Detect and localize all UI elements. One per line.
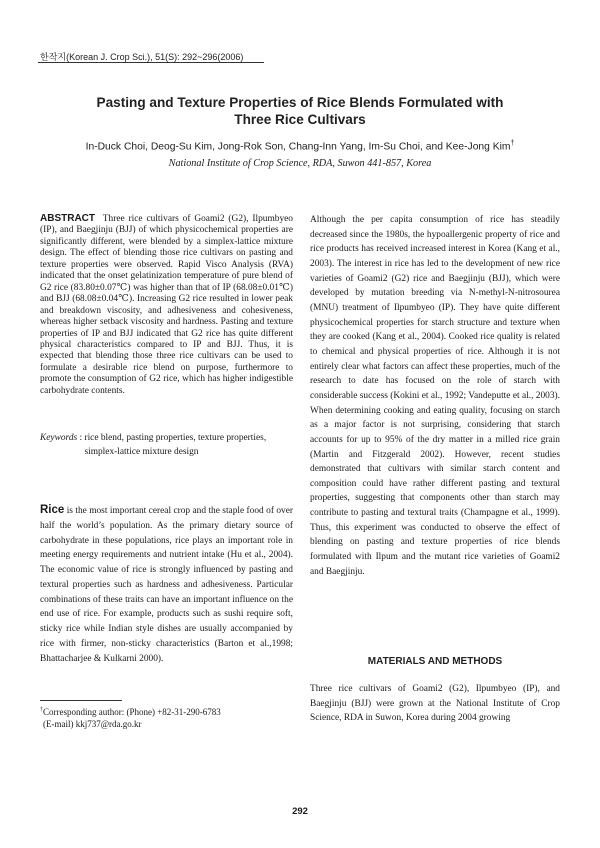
section-heading-materials: MATERIALS AND METHODS: [367, 656, 503, 667]
author-names: In-Duck Choi, Deog-Su Kim, Jong-Rok Son, Chang-Inn Yang, Im-Su Choi, and Kee-Jong Kim: [85, 141, 511, 153]
paper-title: [40, 94, 560, 128]
title-line-1: Pasting and Texture Properties of Rice Blends Formulated with: [96, 95, 504, 110]
author-list: [40, 140, 560, 152]
footnote: [40, 704, 293, 730]
keywords-label: Keywords: [40, 433, 78, 443]
footnote-rule: [40, 700, 122, 701]
title-line-2: Three Rice Cultivars: [234, 112, 366, 127]
right-column-paragraph-1: Although the per capita consumption of rice has steadily decreased since the 1980s, the hypoallergenic property of rice and rice products has received increased interest in Korea (Kang et al., 2003). The interest in rice has led to the development of new rice varieties of Goami2 (G2) rice and Baegjinju (BJJ), which were developed by mutation breeding via N-methyl-N-nitrosourea (MNU) treatment of Ilpumbyeo (IP). They have quite different physicochemical properties for starch structure and texture when they are cooked (Kang et al., 2004). Cooked rice quality is related to chemical and physical properties of rice. Although it is not entirely clear what factors can affect these properties, much of the research to date has focused on the role of starch with considerable success (Kokini et al., 1992; Vandeputte et al., 2003). When determining cooking and eating quality, focusing on starch as a major factor is not surprising, considering that starch accounts for up to 95% of the dry matter in a milled rice grain (Martin and Fitzgerald 2002). However, recent studies demonstrated that cultivars with similar starch content and composition could have rather different pasting and textural properties, suggesting that components other than starch may contribute to pasting and textural traits (Champagne et al., 1999). Thus, this experiment was conducted to observe the effect of blending on pasting and texture properties of rice blends formulated with Ilpum and the mutant rice varieties of Goami2 and Baegjinju.: [310, 215, 560, 577]
footnote-contact-phone: Corresponding author: (Phone) +82-31-290-6783: [43, 707, 221, 717]
journal-citation: 한작지(Korean J. Crop Sci.), 51(S): 292~296(2006): [40, 52, 244, 62]
abstract-text: Three rice cultivars of Goami2 (G2), Ilpumbyeo (IP), and Baegjinju (BJJ) of which physicochemical properties are significantly different, were blended by a simplex-lattice mixture design. The effect of blending those rice cultivars on pasting and texture properties were observed. Rapid Visco Analysis (RVA) indicated that the onset gelatinization temperature of pure blend of G2 rice (83.80±0.07℃) was higher than that of IP (68.08±0.01℃) and BJJ (68.08±0.04℃). Increasing G2 rice resulted in lower peak and breakdown viscosity, and adhesiveness and cohesiveness, whereas higher setback viscosity and hardness. Pasting and texture properties of IP and BJJ indicated that G2 rice has quite different physical characteristics compared to IP and BJJ. Thus, it is expected that blending those three rice cultivars can be used to formulate a desirable rice blend on purpose, furthermore to promote the consumption of G2 rice, which has higher indigestible carbohydrate contents.: [40, 214, 293, 396]
corresponding-mark: †: [510, 140, 515, 147]
introduction-paragraph: [40, 503, 293, 666]
abstract-heading: ABSTRACT: [40, 213, 95, 224]
intro-text: is the most important cereal crop and the staple food of over half the world’s population. As the primary dietary source of carbohydrate in these populations, rice plays an important role in meeting energy requirements and nutrient intake (Hu et al., 2004). The economic value of rice is strongly influenced by pasting and textural properties such as hardness and adhesiveness. Particular combinations of these traits can have an important influence on the end use of rice. For example, products such as sushi require soft, sticky rice while Indian style dishes are usually accompanied by rice with firmer, non-sticky characteristics (Barton et al.,1998; Bhattacharjee & Kulkarni 2000).: [40, 506, 293, 664]
keywords-text: rice blend, pasting properties, texture properties, simplex-lattice mixture design: [84, 433, 267, 457]
header-rule: [38, 62, 264, 63]
affiliation: National Institute of Crop Science, RDA, Suwon 441-857, Korea: [168, 158, 432, 169]
footnote-line-1: [40, 704, 293, 718]
page-number: 292: [292, 806, 308, 817]
keywords-colon: :: [77, 433, 85, 443]
keywords: [40, 431, 293, 459]
right-column-paragraph-2: Three rice cultivars of Goami2 (G2), Ilpumbyeo (IP), and Baegjinju (BJJ) were grown at the National Institute of Crop Science, RDA in Suwon, Korea during 2004 growing: [310, 684, 560, 724]
abstract: [40, 213, 293, 397]
footnote-contact-email: (E-mail) kkj737@rda.go.kr: [43, 719, 142, 729]
footnote-mark: †: [40, 707, 43, 713]
intro-first-word: Rice: [40, 504, 65, 516]
